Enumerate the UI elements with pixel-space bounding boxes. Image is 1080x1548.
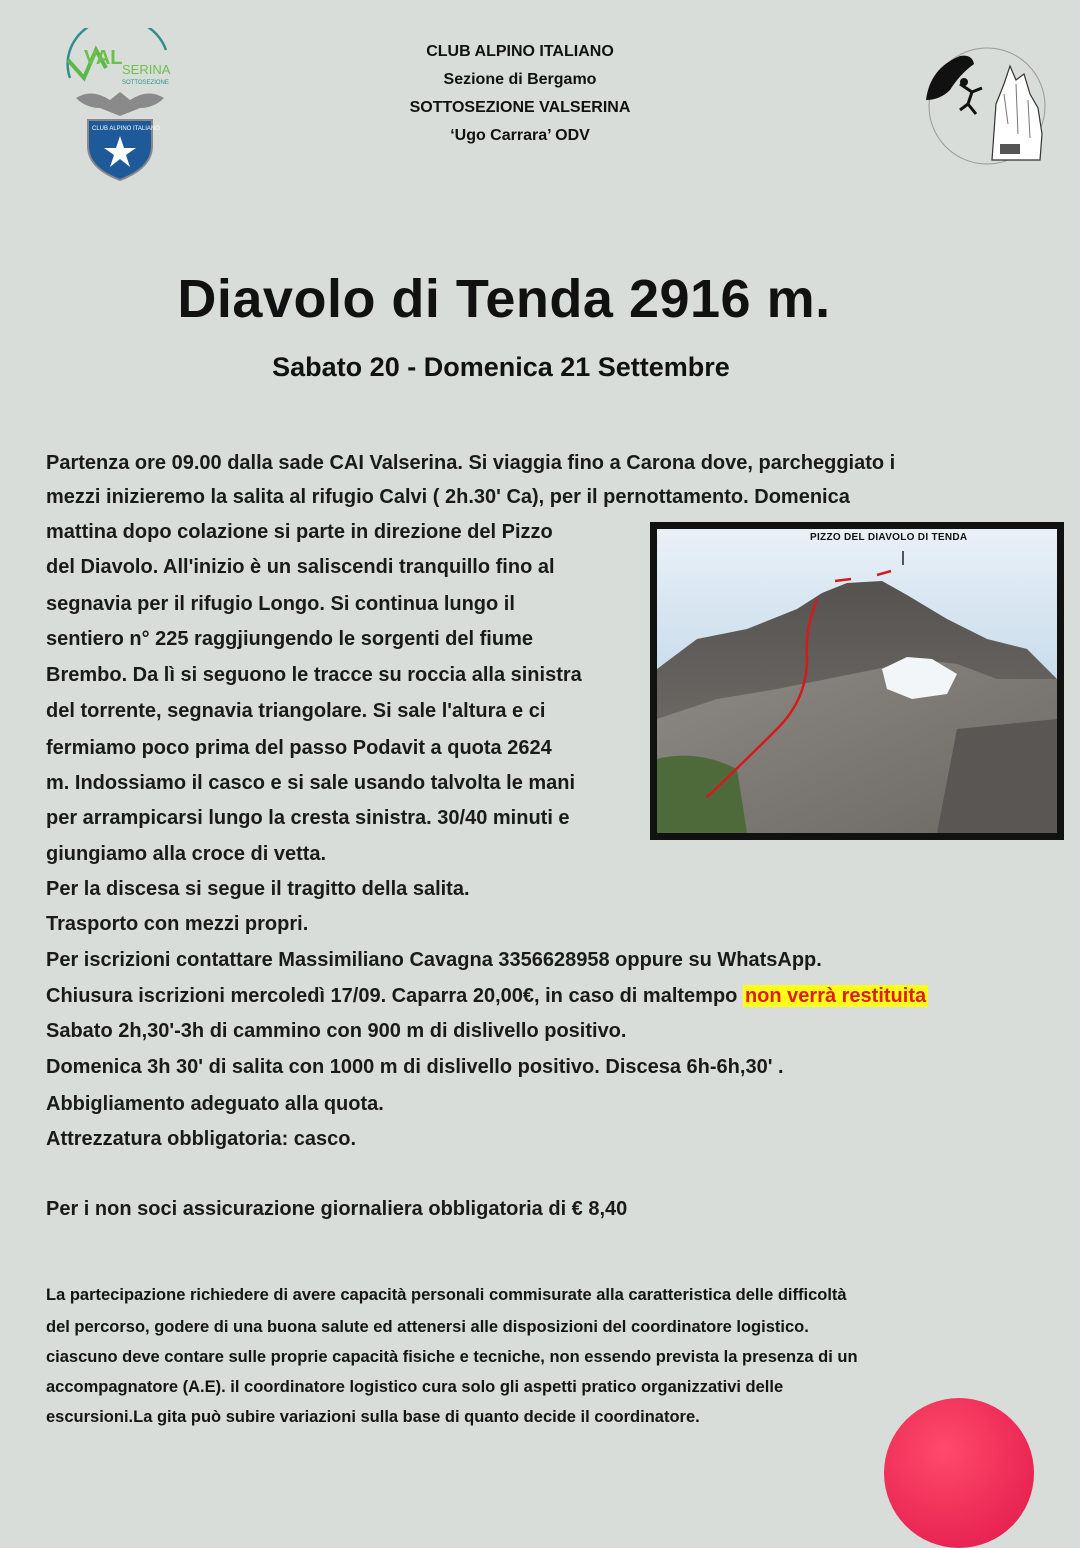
- svg-text:SOTTOSEZIONE: SOTTOSEZIONE: [122, 80, 169, 86]
- body-line: sentiero n° 225 raggjiungendo le sorgenti del fiume: [46, 628, 533, 650]
- body-line: del Diavolo. All'inizio è un saliscendi tranquillo fino al: [46, 556, 555, 578]
- organization-header: [360, 38, 680, 150]
- disclaimer-line: La partecipazione richiedere di avere capacità personali commisurate alla caratteristica delle difficoltà: [46, 1286, 847, 1304]
- header-line: CLUB ALPINO ITALIANO: [426, 43, 614, 60]
- body-line: giungiamo alla croce di vetta.: [46, 843, 327, 865]
- disclaimer-line: ciascuno deve contare sulle proprie capacità fisiche e tecniche, non essendo prevista la presenza di un: [46, 1348, 858, 1366]
- body-line: mezzi inizieremo la salita al rifugio Calvi ( 2h.30' Ca), per il pernottamento. Domenica: [46, 486, 850, 508]
- body-line: Domenica 3h 30' di salita con 1000 m di dislivello positivo. Discesa 6h-6h,30' .: [46, 1056, 784, 1078]
- mountain-photo: [650, 522, 1064, 840]
- body-line: Abbigliamento adeguato alla quota.: [46, 1093, 384, 1115]
- insurance-note: Per i non soci assicurazione giornaliera obbligatoria di € 8,40: [46, 1198, 628, 1220]
- decorative-circle: [884, 1398, 1034, 1548]
- body-line: Trasporto con mezzi propri.: [46, 913, 309, 935]
- disclaimer-line: accompagnatore (A.E). il coordinatore logistico cura solo gli aspetti pratico organizzativi delle: [46, 1378, 784, 1396]
- body-line: Sabato 2h,30'-3h di cammino con 900 m di dislivello positivo.: [46, 1020, 627, 1042]
- body-line: del torrente, segnavia triangolare. Si sale l'altura e ci: [46, 700, 546, 722]
- body-line: Per la discesa si segue il tragitto della salita.: [46, 878, 470, 900]
- body-line: Attrezzatura obbligatoria: casco.: [46, 1128, 357, 1150]
- header-line: ‘Ugo Carrara’ ODV: [450, 127, 590, 144]
- body-line: Partenza ore 09.00 dalla sade CAI Valserina. Si viaggia fino a Carona dove, parcheggiato i: [46, 452, 896, 474]
- photo-label: PIZZO DEL DIAVOLO DI TENDA: [810, 532, 968, 543]
- body-line: Per iscrizioni contattare Massimiliano Cavagna 3356628958 oppure su WhatsApp.: [46, 949, 822, 971]
- disclaimer-line: del percorso, godere di una buona salute ed attenersi alle disposizioni del coordinatore logistico.: [46, 1318, 809, 1336]
- svg-text:VAL: VAL: [84, 47, 123, 69]
- climber-logo: [920, 44, 1054, 168]
- disclaimer-line: escursioni.La gita può subire variazioni sulla base di quanto decide il coordinatore.: [46, 1408, 700, 1426]
- body-line: per arrampicarsi lungo la cresta sinistra. 30/40 minuti e: [46, 807, 570, 829]
- body-line: m. Indossiamo il casco e si sale usando talvolta le mani: [46, 772, 576, 794]
- closing-text: Chiusura iscrizioni mercoledì 17/09. Caparra 20,00€, in caso di maltempo: [46, 985, 743, 1007]
- body-line: segnavia per il rifugio Longo. Si continua lungo il: [46, 593, 515, 615]
- body-line: fermiamo poco prima del passo Podavit a quota 2624: [46, 737, 552, 759]
- svg-text:CLUB ALPINO ITALIANO: CLUB ALPINO ITALIANO: [92, 126, 160, 132]
- page-title: Diavolo di Tenda 2916 m.: [177, 269, 831, 329]
- no-refund-highlight: non verrà restituita: [744, 985, 927, 1007]
- header-line: SOTTOSEZIONE VALSERINA: [409, 99, 631, 116]
- svg-text:SERINA: SERINA: [122, 62, 171, 77]
- event-dates: Sabato 20 - Domenica 21 Settembre: [272, 352, 730, 382]
- body-line: Brembo. Da lì si seguono le tracce su roccia alla sinistra: [46, 664, 582, 686]
- closing-line: [46, 983, 928, 1009]
- valserina-cai-logo: [62, 28, 180, 184]
- body-line: mattina dopo colazione si parte in direzione del Pizzo: [46, 521, 553, 543]
- header-line: Sezione di Bergamo: [443, 71, 597, 88]
